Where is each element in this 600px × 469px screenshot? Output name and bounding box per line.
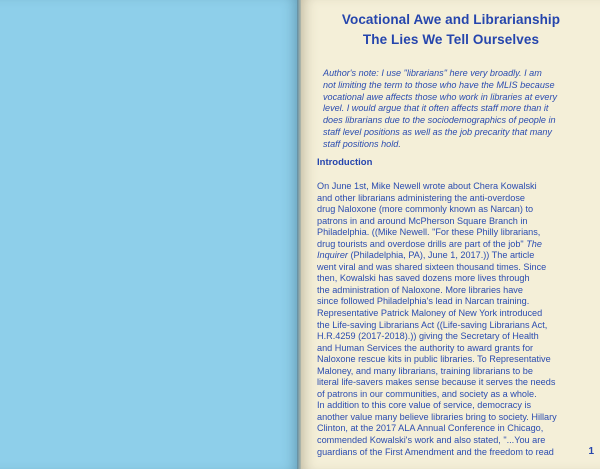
left-page-blank-cover: [0, 0, 298, 469]
right-page: [301, 0, 600, 469]
body-line: Naloxone rescue kits in public libraries. To Representative: [317, 354, 551, 365]
authors-note-line: staff level positions as well as the job precarity that many: [323, 126, 552, 137]
body-line-text: drug tourists and overdose drills are part of the job": [317, 238, 524, 249]
title-line-1: Vocational Awe and Librarianship: [341, 12, 561, 27]
body-line: commended Kowalski's work and also stated, "...You are: [317, 435, 546, 446]
body-line: another value many believe libraries bring to society. Hillary: [317, 411, 557, 422]
body-line: and Human Services the authority to award grants for: [317, 342, 534, 353]
body-line: since followed Philadelphia's lead in Narcan training.: [317, 296, 530, 307]
body-text: [317, 181, 589, 458]
publication-name-italic: The: [526, 238, 542, 249]
body-line: In addition to this core value of service, democracy is: [317, 400, 532, 411]
title-line-2: The Lies We Tell Ourselves: [362, 32, 540, 47]
body-line: Representative Patrick Maloney of New York introduced: [317, 308, 543, 319]
body-line: the Life-saving Librarians Act ((Life-saving Librarians Act,: [317, 319, 548, 330]
body-line: [317, 239, 589, 251]
authors-note-line: not limiting the term to those who have the MLIS because: [323, 79, 555, 90]
body-line: drug Naloxone (more commonly known as Narcan) to: [317, 204, 534, 215]
body-line: On June 1st, Mike Newell wrote about Chera Kowalski: [317, 181, 537, 191]
authors-note-line: level. I would argue that it often affects staff more than it: [323, 103, 549, 114]
authors-note-line: Author's note: I use "librarians" here very broadly. I am: [323, 68, 542, 78]
body-line: and other librarians administering the anti-overdose: [317, 192, 525, 203]
body-line: patrons in and around McPherson Square Branch in: [317, 215, 528, 226]
body-line: [317, 250, 589, 262]
body-line: Maloney, and many librarians, training librarians to be: [317, 365, 533, 376]
body-line: guardians of the First Amendment and the freedom to read: [317, 446, 554, 457]
section-heading-introduction: Introduction: [317, 157, 373, 168]
body-line: of patrons in our communities, and society as a whole.: [317, 388, 537, 399]
body-line: H.R.4259 (2017-2018).)) giving the Secretary of Health: [317, 331, 539, 342]
body-line: Clinton, at the 2017 ALA Annual Conference in Chicago,: [317, 423, 544, 434]
body-line-text: (Philadelphia, PA), June 1, 2017.)) The article: [350, 250, 535, 261]
publication-name-italic: Inquirer: [317, 250, 348, 261]
body-line: then, Kowalski has saved dozens more lives through: [317, 273, 530, 284]
authors-note: [323, 68, 585, 151]
authors-note-line: staff positions hold.: [323, 138, 401, 149]
body-line: the administration of Naloxone. More libraries have: [317, 284, 523, 295]
authors-note-line: does librarians due to the sociodemographics of people in: [323, 115, 556, 126]
page-number: 1: [588, 446, 594, 457]
body-line: literal life-savers makes sense because it serves the needs: [317, 377, 556, 388]
body-line: went viral and was shared sixteen thousand times. Since: [317, 261, 547, 272]
authors-note-line: vocational awe affects those who work in libraries at every: [323, 91, 558, 102]
body-line: Philadelphia. ((Mike Newell. "For these Philly librarians,: [317, 227, 541, 238]
